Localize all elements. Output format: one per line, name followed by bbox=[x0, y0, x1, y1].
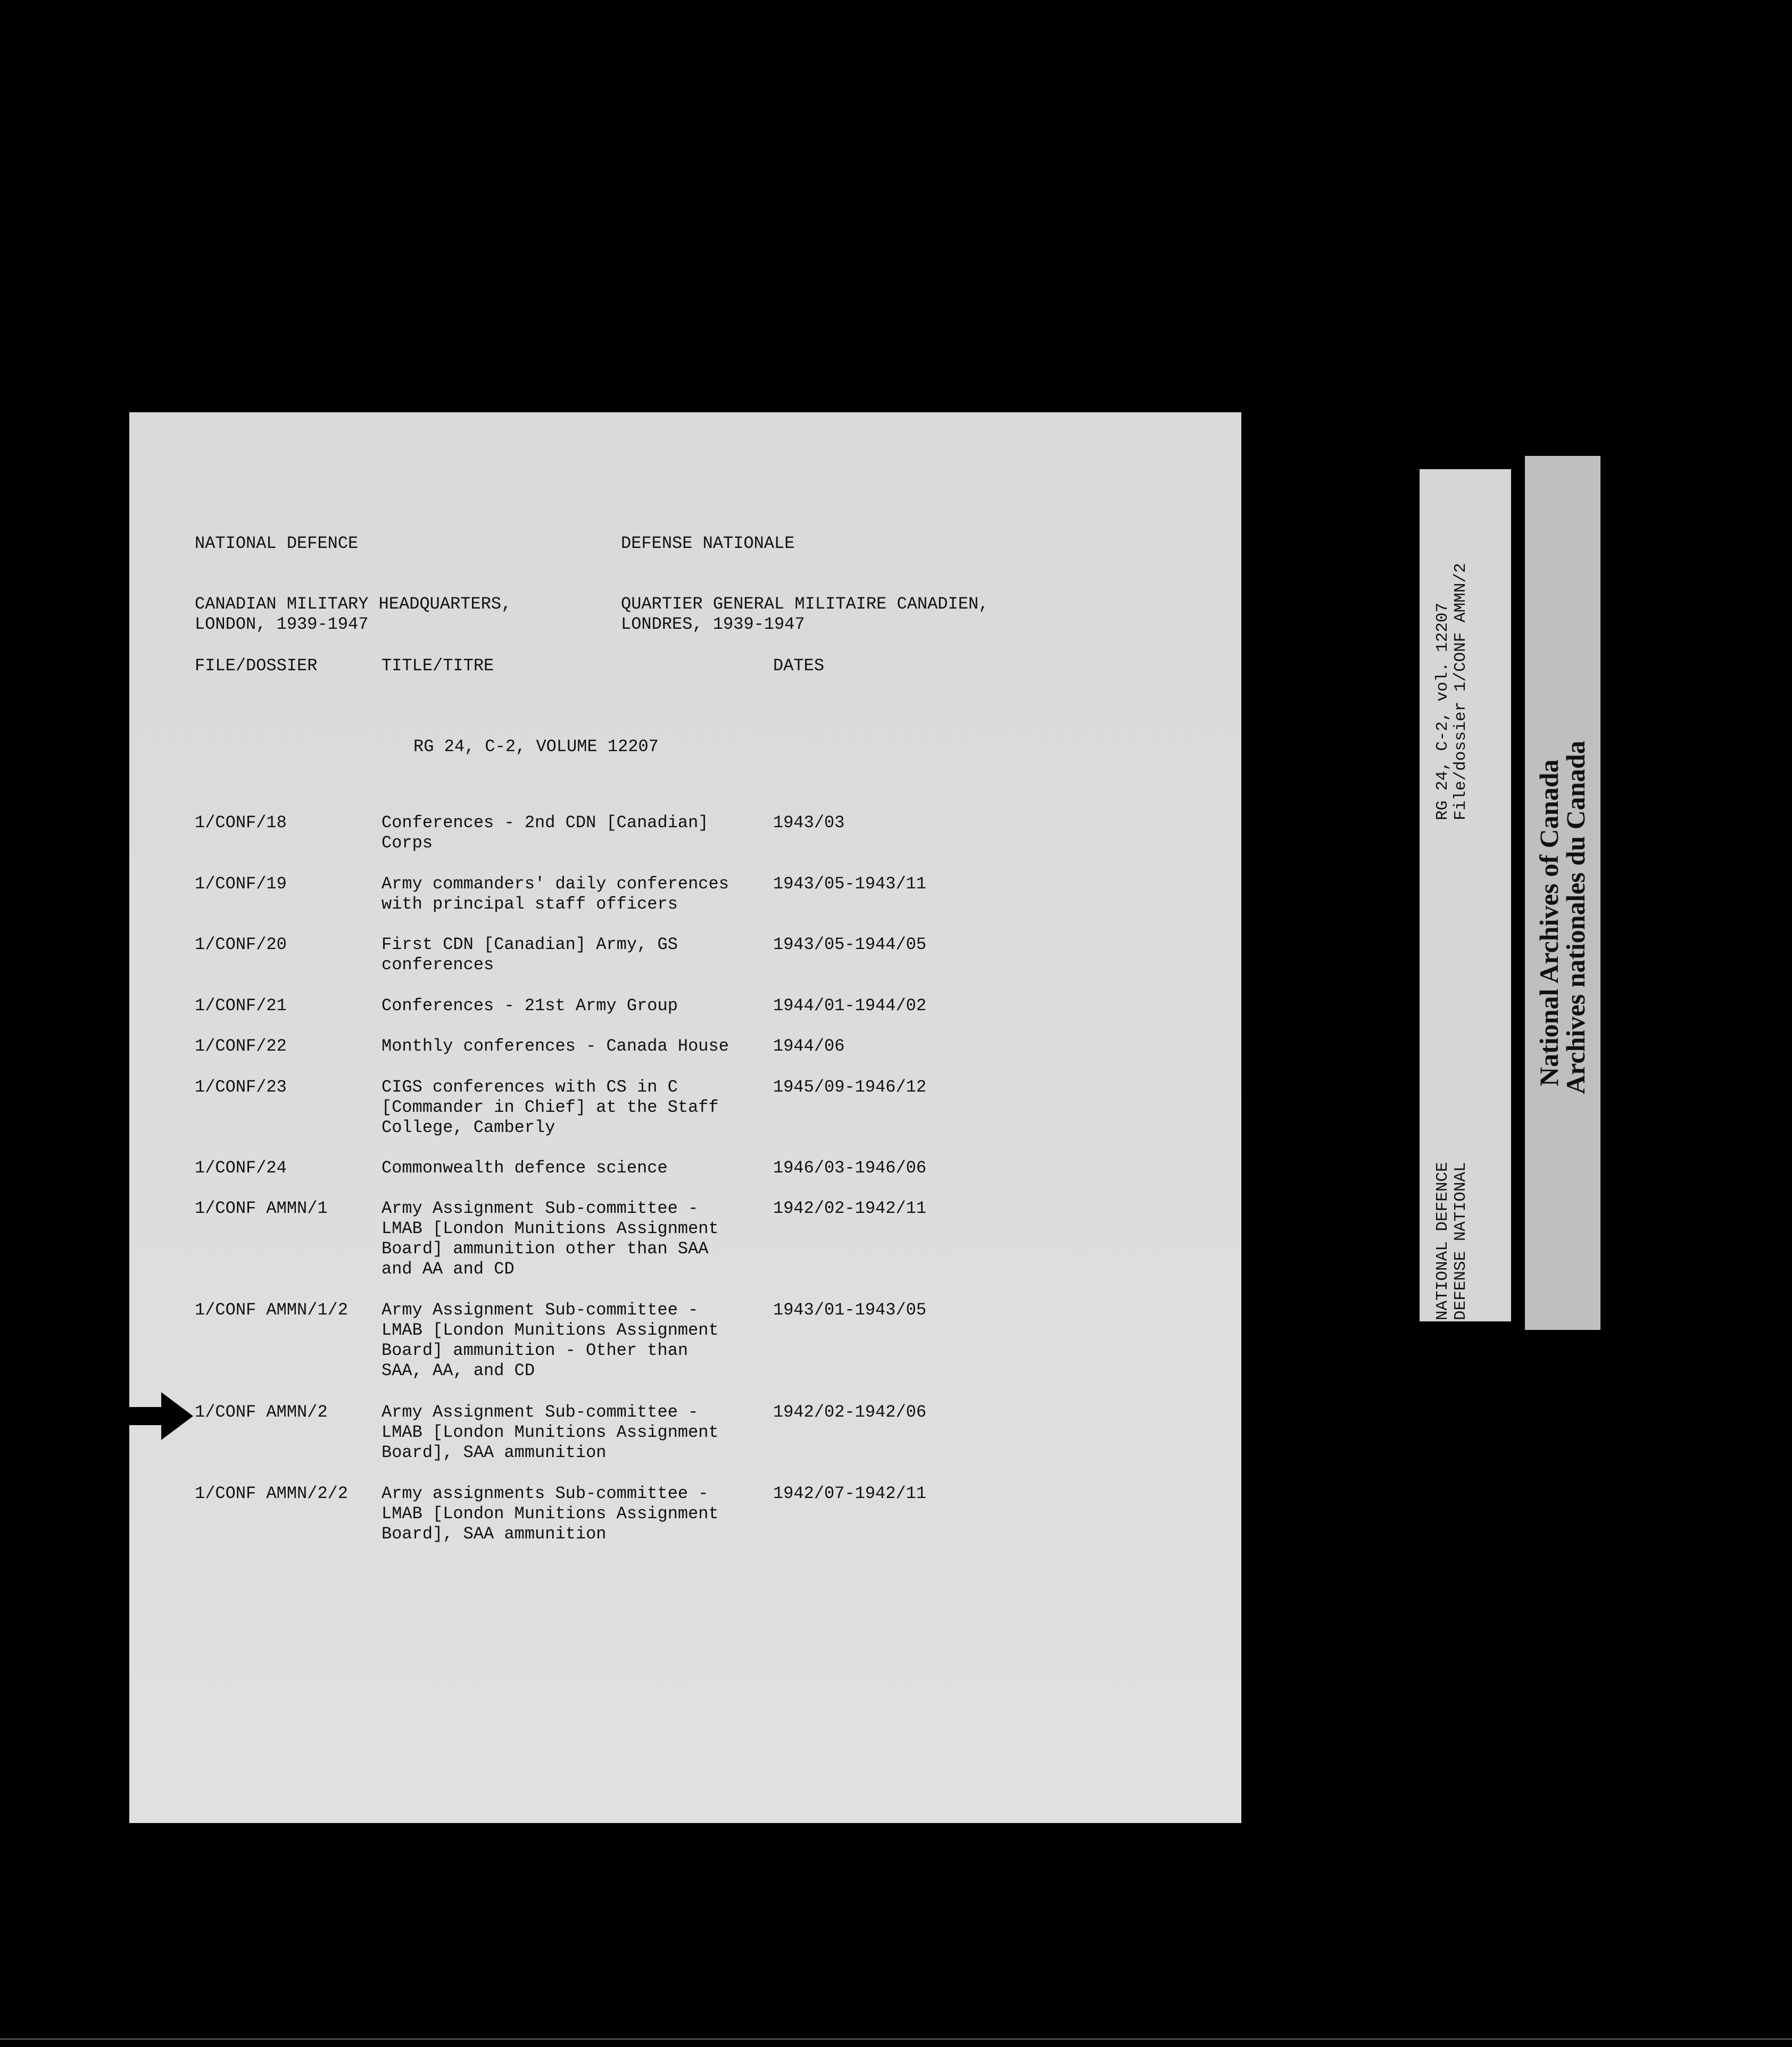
archive-card-line1: National Archives of Canada bbox=[1534, 759, 1564, 1086]
entry-file: 1/CONF/22 bbox=[195, 1036, 287, 1056]
entry-title-line: with principal staff officers bbox=[381, 894, 678, 914]
entry-title-line: Commonwealth defence science bbox=[381, 1158, 668, 1178]
entry-dates: 1942/02-1942/06 bbox=[773, 1402, 927, 1422]
entry-dates: 1944/06 bbox=[773, 1036, 845, 1056]
header-hq-en-line1: CANADIAN MILITARY HEADQUARTERS, bbox=[195, 594, 512, 614]
entry-title-line: Conferences - 21st Army Group bbox=[381, 996, 678, 1016]
scan-edge-line bbox=[0, 2038, 1792, 2040]
entry-title-line: First CDN [Canadian] Army, GS bbox=[381, 935, 678, 954]
entry-dates: 1943/01-1943/05 bbox=[773, 1300, 927, 1320]
column-header-dates: DATES bbox=[773, 656, 825, 676]
entry-title-line: LMAB [London Munitions Assignment bbox=[381, 1504, 719, 1524]
entry-file: 1/CONF/21 bbox=[195, 996, 287, 1016]
entry-title-line: LMAB [London Munitions Assignment bbox=[381, 1422, 719, 1442]
entry-file: 1/CONF/24 bbox=[195, 1158, 287, 1178]
entry-title-line: LMAB [London Munitions Assignment bbox=[381, 1219, 719, 1238]
entry-title-line: College, Camberly bbox=[381, 1118, 555, 1137]
entry-title-line: Army commanders' daily conferences bbox=[381, 874, 729, 894]
entry-file: 1/CONF AMMN/2/2 bbox=[195, 1484, 349, 1503]
arrow-marker-icon bbox=[129, 1392, 193, 1440]
header-hq-fr-line2: LONDRES, 1939-1947 bbox=[621, 614, 805, 634]
entry-dates: 1942/02-1942/11 bbox=[773, 1199, 927, 1218]
entry-title-line: Army assignments Sub-committee - bbox=[381, 1484, 709, 1503]
entry-title-line: Army Assignment Sub-committee - bbox=[381, 1199, 699, 1218]
entry-title-line: Monthly conferences - Canada House bbox=[381, 1036, 729, 1056]
entry-title-line: Board], SAA ammunition bbox=[381, 1524, 607, 1544]
column-header-file: FILE/DOSSIER bbox=[195, 656, 318, 676]
header-hq-fr-line1: QUARTIER GENERAL MILITAIRE CANADIEN, bbox=[621, 594, 989, 614]
entry-dates: 1943/03 bbox=[773, 813, 845, 833]
entry-dates: 1945/09-1946/12 bbox=[773, 1077, 927, 1097]
entry-title-line: and AA and CD bbox=[381, 1259, 515, 1279]
label-card-dept-line1: NATIONAL DEFENCE bbox=[1433, 1162, 1452, 1320]
entry-title-line: CIGS conferences with CS in C bbox=[381, 1077, 678, 1097]
entry-title-line: Board] ammunition other than SAA bbox=[381, 1239, 709, 1259]
label-card bbox=[1420, 469, 1511, 1321]
document-page bbox=[129, 412, 1241, 1823]
entry-title-line: Corps bbox=[381, 833, 433, 853]
entry-title-line: Board] ammunition - Other than bbox=[381, 1341, 688, 1360]
entry-file: 1/CONF AMMN/2 bbox=[195, 1402, 328, 1422]
label-card-reference-line1: RG 24, C-2, vol. 12207 bbox=[1433, 602, 1452, 820]
label-card-reference-line2: File/dossier 1/CONF AMMN/2 bbox=[1451, 563, 1470, 820]
entry-dates: 1944/01-1944/02 bbox=[773, 996, 927, 1016]
column-header-title: TITLE/TITRE bbox=[381, 656, 494, 676]
entry-file: 1/CONF AMMN/1 bbox=[195, 1199, 328, 1218]
entry-title-line: LMAB [London Munitions Assignment bbox=[381, 1320, 719, 1340]
entry-file: 1/CONF/23 bbox=[195, 1077, 287, 1097]
volume-heading: RG 24, C-2, VOLUME 12207 bbox=[413, 737, 659, 756]
header-dept-en: NATIONAL DEFENCE bbox=[195, 534, 359, 553]
label-card-dept-line2: DEFENSE NATIONAL bbox=[1451, 1162, 1470, 1320]
entry-title-line: Army Assignment Sub-committee - bbox=[381, 1300, 699, 1320]
entry-title-line: Conferences - 2nd CDN [Canadian] bbox=[381, 813, 709, 833]
entry-file: 1/CONF/18 bbox=[195, 813, 287, 833]
header-dept-fr: DEFENSE NATIONALE bbox=[621, 534, 795, 553]
archive-card-line2: Archives nationales du Canada bbox=[1561, 740, 1590, 1094]
header-hq-en-line2: LONDON, 1939-1947 bbox=[195, 614, 369, 634]
entry-file: 1/CONF AMMN/1/2 bbox=[195, 1300, 349, 1320]
entry-dates: 1942/07-1942/11 bbox=[773, 1484, 927, 1503]
entry-file: 1/CONF/19 bbox=[195, 874, 287, 894]
entry-title-line: Army Assignment Sub-committee - bbox=[381, 1402, 699, 1422]
entry-file: 1/CONF/20 bbox=[195, 935, 287, 954]
entry-dates: 1943/05-1944/05 bbox=[773, 935, 927, 954]
entry-title-line: [Commander in Chief] at the Staff bbox=[381, 1097, 719, 1117]
entry-title-line: conferences bbox=[381, 955, 494, 975]
archive-card bbox=[1525, 456, 1600, 1330]
entry-dates: 1943/05-1943/11 bbox=[773, 874, 927, 894]
entry-title-line: SAA, AA, and CD bbox=[381, 1361, 535, 1380]
entry-dates: 1946/03-1946/06 bbox=[773, 1158, 927, 1178]
entry-title-line: Board], SAA ammunition bbox=[381, 1443, 607, 1462]
